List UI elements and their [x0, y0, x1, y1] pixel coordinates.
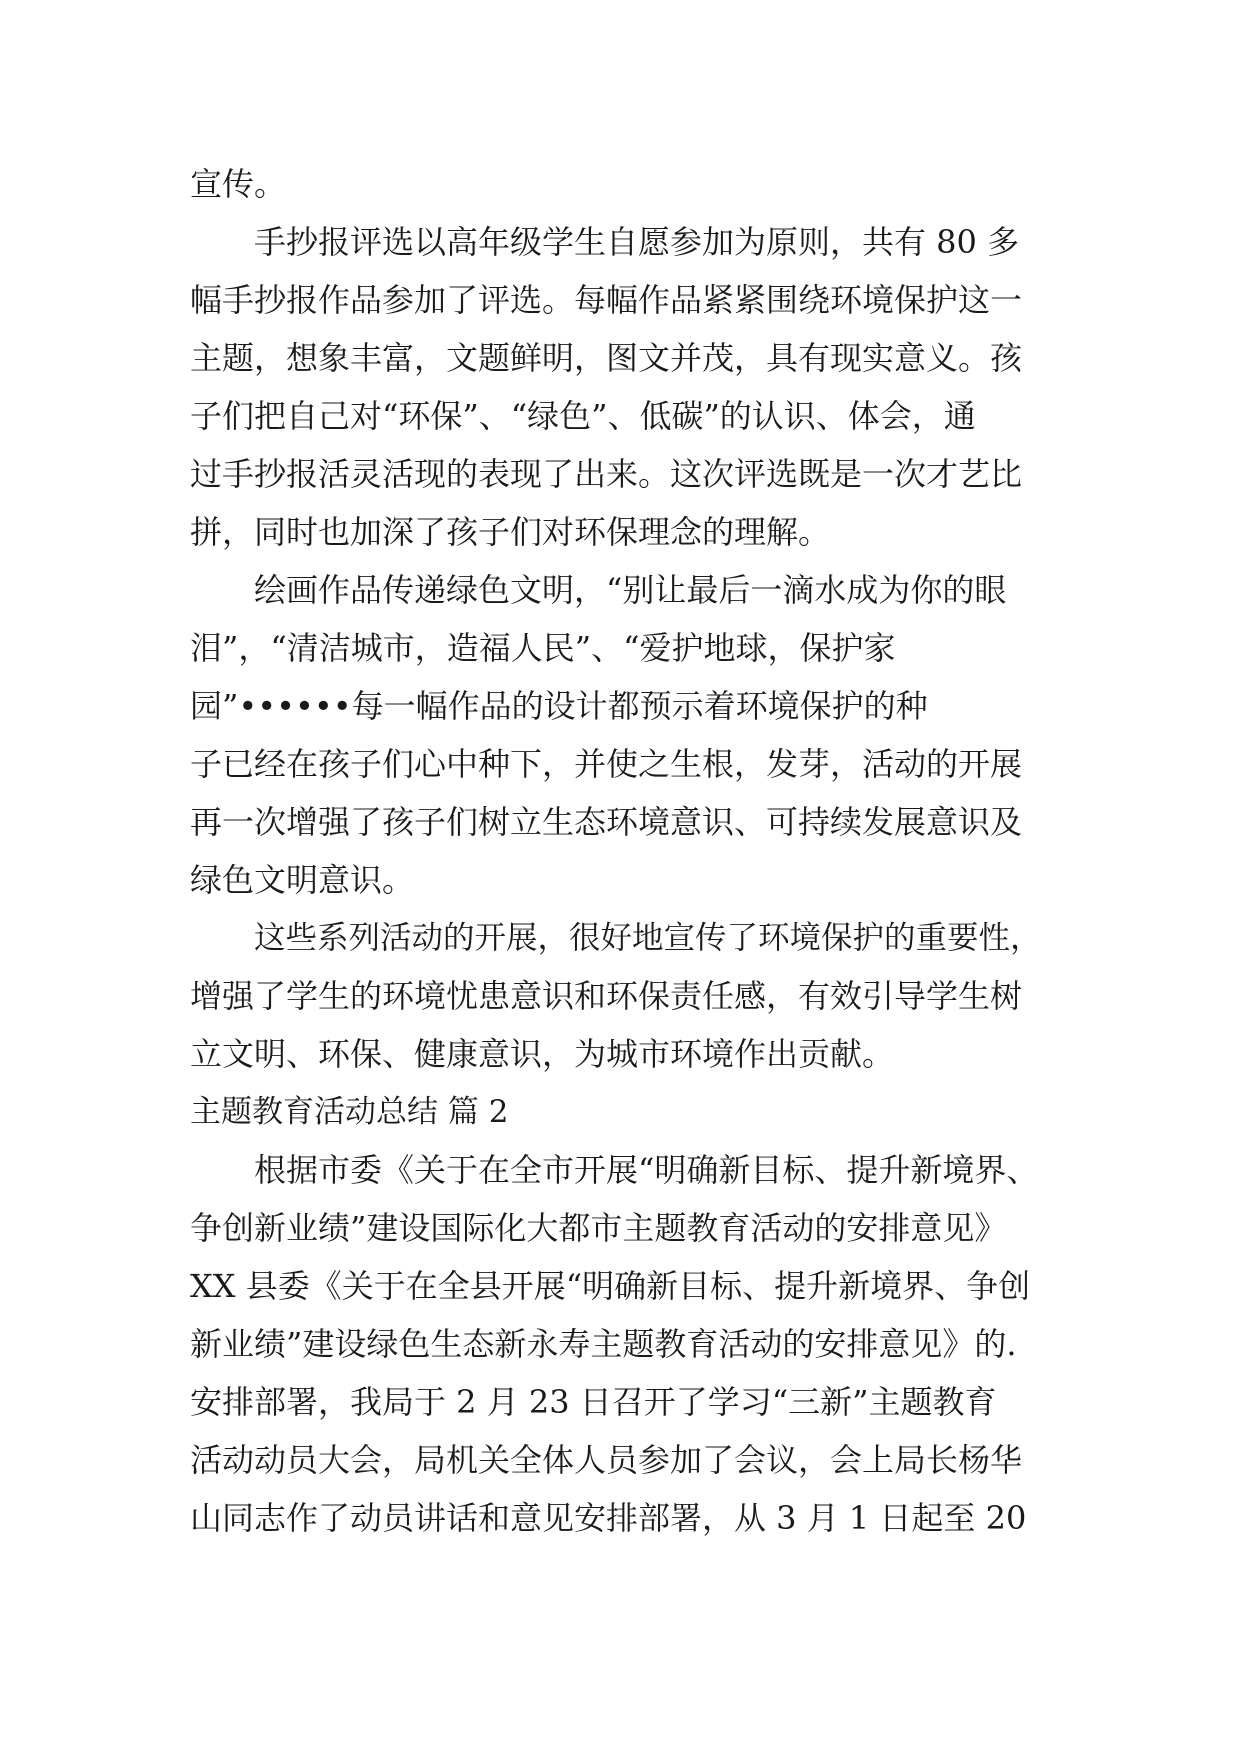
text-line: 新业绩”建设绿色生态新永寿主题教育活动的安排意见》的.	[190, 1325, 1017, 1363]
text-line: 泪”，“清洁城市，造福人民”、“爱护地球，保护家	[190, 629, 896, 667]
text-line: 再一次增强了孩子们树立生态环境意识、可持续发展意识及	[190, 803, 1023, 841]
text-line: 子们把自己对“环保”、“绿色”、低碳”的认识、体会，通	[190, 397, 976, 435]
paragraph-first-line: 手抄报评选以高年级学生自愿参加为原则，共有 80 多	[254, 223, 1020, 261]
paragraph-first-line: 绘画作品传递绿色文明，“别让最后一滴水成为你的眼	[254, 571, 1007, 609]
text-line: 活动动员大会，局机关全体人员参加了会议，会上局长杨华	[190, 1441, 1023, 1479]
text-line: 山同志作了动员讲话和意见安排部署，从 3 月 1 日起至 20	[190, 1499, 1027, 1537]
text-line: 幅手抄报作品参加了评选。每幅作品紧紧围绕环境保护这一	[190, 281, 1023, 319]
text-line: 主题，想象丰富，文题鲜明，图文并茂，具有现实意义。孩	[190, 339, 1023, 377]
text-line: 拼，同时也加深了孩子们对环保理念的理解。	[190, 513, 831, 551]
text-line: 争创新业绩”建设国际化大都市主题教育活动的安排意见》	[190, 1209, 1007, 1247]
text-line: 增强了学生的环境忧患意识和环保责任感，有效引导学生树	[190, 977, 1023, 1015]
text-line: 绿色文明意识。	[190, 861, 415, 899]
paragraph-first-line: 这些系列活动的开展，很好地宣传了环境保护的重要性，	[254, 920, 1042, 956]
document-body	[190, 155, 1050, 1547]
text-line: 立文明、环保、健康意识，为城市环境作出贡献。	[190, 1035, 895, 1073]
section-heading: 主题教育活动总结 篇 2	[190, 1094, 509, 1130]
paragraph-first-line: 根据市委《关于在全市开展“明确新目标、提升新境界、	[254, 1151, 1039, 1189]
text-line: 宣传。	[190, 165, 287, 203]
text-line: 安排部署，我局于 2 月 23 日召开了学习“三新”主题教育	[190, 1383, 997, 1421]
text-line: XX 县委《关于在全县开展“明确新目标、提升新境界、争创	[190, 1267, 1031, 1305]
text-line: 过手抄报活灵活现的表现了出来。这次评选既是一次才艺比	[190, 455, 1023, 493]
text-line: 子已经在孩子们心中种下，并使之生根，发芽，活动的开展	[190, 745, 1023, 783]
text-line: 园”••••••每一幅作品的设计都预示着环境保护的种	[190, 687, 928, 725]
